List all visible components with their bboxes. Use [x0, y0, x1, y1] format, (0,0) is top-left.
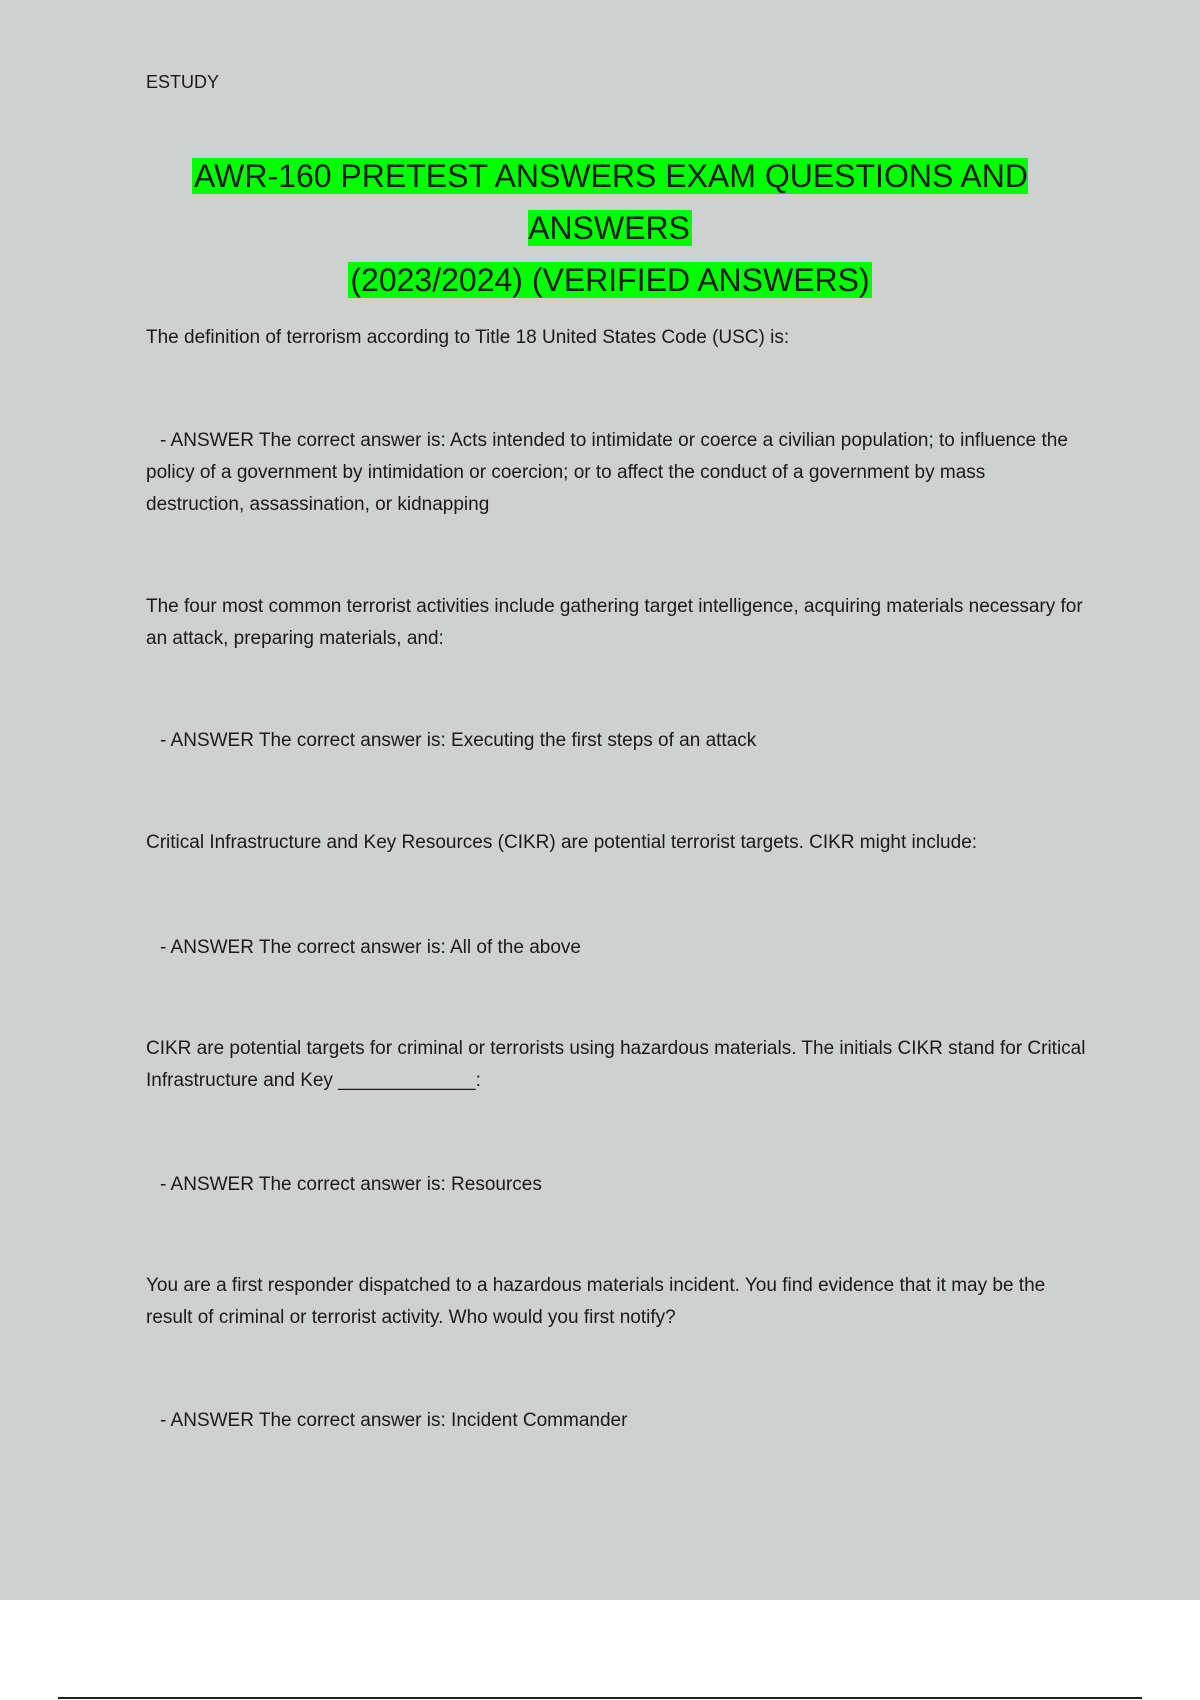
- question-1: The definition of terrorism according to Title 18 United States Code (USC) is:: [146, 327, 790, 348]
- header-label: ESTUDY: [146, 72, 220, 92]
- question-2: The four most common terrorist activities include gathering target intelligence, acquiring materials necessary for an attack, preparing materials, and:: [146, 596, 1083, 649]
- question-3: Critical Infrastructure and Key Resources (CIKR) are potential terrorist targets. CIKR might include:: [146, 832, 978, 853]
- footer-divider: [58, 1697, 1142, 1699]
- question-5: You are a first responder dispatched to a hazardous materials incident. You find evidence that it may be the result of criminal or terrorist activity. Who would you first notify?: [146, 1275, 1046, 1328]
- title-line-1: AWR-160 PRETEST ANSWERS EXAM QUESTIONS AND ANSWERS: [194, 158, 1028, 246]
- answer-2: - ANSWER The correct answer is: Executing the first steps of an attack: [160, 730, 757, 751]
- question-4: CIKR are potential targets for criminal or terrorists using hazardous materials. The initials CIKR stand for Critical Infrastructure and Key _____________:: [146, 1038, 1086, 1091]
- answer-5: - ANSWER The correct answer is: Incident Commander: [160, 1410, 628, 1431]
- answer-4: - ANSWER The correct answer is: Resources: [160, 1174, 542, 1195]
- answer-1: - ANSWER The correct answer is: Acts intended to intimidate or coerce a civilian population; to influence the policy of a government by intimidation or coercion; or to affect the conduct of a government by mass destruction, assassination, or kidnapping: [146, 430, 1068, 515]
- answer-3: - ANSWER The correct answer is: All of the above: [160, 937, 581, 958]
- title-line-2: (2023/2024) (VERIFIED ANSWERS): [350, 262, 870, 298]
- document-title: [130, 150, 1090, 306]
